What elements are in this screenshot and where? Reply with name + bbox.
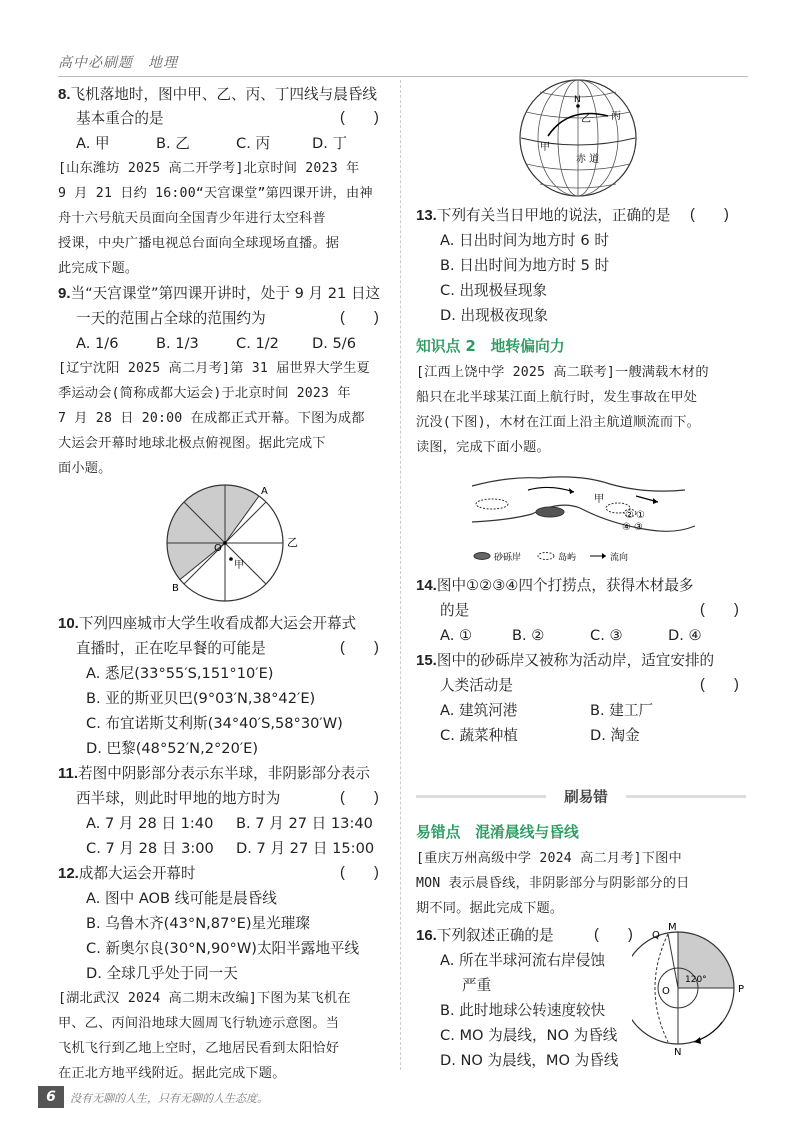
q12-option-a: A. 图中 AOB 线可能是晨昏线: [86, 890, 277, 907]
river-point-4: ④: [622, 522, 631, 533]
q8-answer-blank: ( ): [340, 110, 379, 126]
q9-stem-line2: 一天的范围占全球的范围约为: [76, 310, 266, 327]
polar-label-jia: 甲: [234, 560, 244, 571]
q8-stem-line2: 基本重合的是: [76, 110, 164, 127]
q11-option-d: D. 7 月 27 日 15:00: [236, 840, 375, 857]
legend-flow: 流向: [610, 553, 629, 563]
q13-option-a: A. 日出时间为地方时 6 时: [440, 232, 609, 249]
error-point-heading: 易错点 混淆晨线与昏线: [416, 824, 579, 841]
polar-view-diagram: [150, 478, 310, 608]
src2-line2: 季运动会(简称成都大运会)于北京时间 2023 年: [58, 386, 351, 401]
globe-flight-diagram: [518, 76, 668, 200]
src3-line3: 飞机飞行到乙地上空时，乙地居民看到太阳恰好: [58, 1041, 340, 1056]
src5-line3: 期不同。据此完成下题。: [416, 901, 564, 916]
q15-option-a: A. 建筑河港: [440, 702, 518, 719]
globe-label-n: N: [574, 95, 581, 105]
column-divider: [400, 80, 401, 1070]
q16-option-b: B. 此时地球公转速度较快: [440, 1002, 606, 1019]
globe-label-bing: 丙: [611, 111, 621, 122]
q10-option-d: D. 巴黎(48°52′N,2°20′E): [86, 740, 259, 757]
q12-option-b: B. 乌鲁木齐(43°N,87°E)星光璀璨: [86, 915, 310, 932]
src2-line3: 7 月 28 日 20:00 在成都正式开幕。下图为成都: [58, 411, 365, 426]
polar-label-yi: 乙: [287, 536, 298, 549]
river-point-2: ②: [625, 510, 634, 521]
src4-line1: [江西上饶中学 2025 高二联考]一艘满载木材的: [416, 365, 709, 380]
q10-answer-blank: ( ): [340, 640, 379, 656]
q11-option-b: B. 7 月 27 日 13:40: [236, 815, 373, 832]
q16-option-a-cont: 严重: [462, 977, 492, 994]
q10-stem-line2: 直播时，正在吃早餐的可能是: [76, 640, 266, 657]
river-point-1: ①: [636, 510, 645, 521]
src1-line1: [山东潍坊 2025 高二开学考]北京时间 2023 年: [58, 161, 360, 176]
knowledge-point-2-heading: 知识点 2 地转偏向力: [416, 338, 565, 355]
polar-label-o: O: [214, 543, 222, 554]
q13-answer-blank: ( ): [690, 207, 729, 223]
q13-option-b: B. 日出时间为地方时 5 时: [440, 257, 610, 274]
q9-option-b: B. 1/3: [156, 335, 199, 352]
q16-option-d: D. NO 为晨线，MO 为昏线: [440, 1052, 619, 1069]
q10-stem-line1: 10.下列四座城市大学生收看成都大运会开幕式: [58, 615, 357, 632]
q8-option-b: B. 乙: [156, 135, 190, 152]
q8-stem-line1: 8.飞机落地时，图中甲、乙、丙、丁四线与晨昏线: [58, 86, 377, 103]
q9-option-c: C. 1/2: [236, 335, 279, 352]
river-diagram: [470, 460, 700, 568]
q9-answer-blank: ( ): [340, 310, 379, 326]
q8-option-c: C. 丙: [236, 135, 271, 152]
mon-label-m: M: [668, 922, 677, 933]
q14-option-b: B. ②: [512, 627, 545, 644]
polar-label-b: B: [172, 583, 179, 594]
q12-option-c: C. 新奥尔良(30°N,90°W)太阳半露地平线: [86, 940, 360, 957]
q14-option-c: C. ③: [590, 627, 623, 644]
q13-option-d: D. 出现极夜现象: [440, 307, 549, 324]
q15-option-b: B. 建工厂: [590, 702, 654, 719]
q13-option-c: C. 出现极昼现象: [440, 282, 548, 299]
src1-line2: 9 月 21 日约 16:00“天宫课堂”第四课开讲，由神: [58, 186, 373, 201]
src2-line4: 大运会开幕时地球北极点俯视图。据此完成下: [58, 436, 326, 451]
shaded-sector: [167, 485, 225, 580]
src2-line1: [辽宁沈阳 2025 高二月考]第 31 届世界大学生夏: [58, 361, 370, 376]
q11-stem-line1: 11.若图中阴影部分表示东半球，非阴影部分表示: [58, 765, 370, 782]
q8-option-a: A. 甲: [76, 135, 110, 152]
q11-answer-blank: ( ): [340, 790, 379, 806]
q9-option-a: A. 1/6: [76, 335, 119, 352]
q15-stem-line2: 人类活动是: [440, 677, 513, 694]
q12-stem-line1: 12.成都大运会开幕时: [58, 865, 196, 882]
q8-option-d: D. 丁: [312, 135, 348, 152]
q12-answer-blank: ( ): [340, 865, 379, 881]
q10-option-a: A. 悉尼(33°55′S,151°10′E): [86, 665, 274, 682]
src4-line3: 沉没(下图)，木材在江面上沿主航道顺流而下。: [416, 415, 701, 430]
q15-option-c: C. 蔬菜种植: [440, 727, 518, 744]
river-label-jia: 甲: [594, 494, 604, 505]
src1-line4: 授课，中央广播电视总台面向全球现场直播。据: [58, 236, 340, 251]
q16-stem-line1: 16.下列叙述正确的是: [416, 927, 554, 944]
q9-option-d: D. 5/6: [312, 335, 357, 352]
q14-answer-blank: ( ): [700, 602, 739, 618]
running-header: 高中必刷题 地理: [58, 55, 178, 71]
q14-stem-line1: 14.图中①②③④四个打捞点，获得木材最多: [416, 577, 694, 594]
q11-option-c: C. 7 月 28 日 3:00: [86, 840, 214, 857]
src5-line1: [重庆万州高级中学 2024 高二月考]下图中: [416, 851, 682, 866]
src1-line3: 舟十六号航天员面向全国青少年进行太空科普: [58, 211, 326, 226]
q10-option-b: B. 亚的斯亚贝巴(9°03′N,38°42′E): [86, 690, 316, 707]
src4-line4: 读图，完成下面小题。: [416, 440, 550, 455]
src5-line2: MON 表示晨昏线，非阴影部分与阴影部分的日: [416, 876, 690, 891]
q14-option-a: A. ①: [440, 627, 473, 644]
src3-line1: [湖北武汉 2024 高二期末改编]下图为某飞机在: [58, 991, 351, 1006]
mon-label-n: N: [674, 1047, 682, 1058]
footer-motto: 没有无聊的人生，只有无聊的人生态度。: [70, 1092, 268, 1105]
q16-option-a: A. 所在半球河流右岸侵蚀: [440, 952, 605, 969]
q13-stem-line1: 13.下列有关当日甲地的说法，正确的是: [416, 207, 671, 224]
globe-label-jia: 甲: [540, 142, 550, 153]
q16-answer-blank: ( ): [594, 927, 633, 943]
q15-stem-line1: 15.图中的砂砾岸又被称为活动岸，适宜安排的: [416, 652, 715, 669]
globe-label-yi: 乙: [581, 114, 591, 125]
src1-line5: 此完成下题。: [58, 261, 139, 276]
legend-gravel: 砂砾岸: [494, 553, 522, 563]
mon-terminator-diagram: [632, 918, 762, 1058]
q14-option-d: D. ④: [668, 627, 702, 644]
q14-stem-line2: 的是: [440, 602, 470, 619]
globe-label-equator: 赤 道: [576, 154, 600, 165]
src3-line2: 甲、乙、丙间沿地球大圆周飞行轨迹示意图。当: [58, 1016, 340, 1031]
q16-option-c: C. MO 为晨线，NO 为昏线: [440, 1027, 618, 1044]
q15-option-d: D. 淘金: [590, 727, 640, 744]
q15-answer-blank: ( ): [700, 677, 739, 693]
legend-island: 岛屿: [558, 553, 577, 563]
q9-stem-line1: 9.当“天宫课堂”第四课开讲时，处于 9 月 21 日这: [58, 285, 381, 302]
src3-line4: 在正北方地平线附近。据此完成下题。: [58, 1066, 286, 1081]
mon-label-q: Q: [652, 930, 660, 941]
river-point-3: ③: [634, 522, 643, 533]
mon-label-o: O: [662, 986, 670, 997]
section-banner-label: 刷易错: [564, 790, 608, 806]
q10-option-c: C. 布宜诺斯艾利斯(34°40′S,58°30′W): [86, 715, 343, 732]
mon-label-p: P: [738, 984, 745, 995]
page-number: 6: [38, 1086, 64, 1108]
polar-label-a: A: [261, 486, 268, 497]
src4-line2: 船只在北半球某江面上航行时，发生事故在甲处: [416, 390, 698, 405]
q11-option-a: A. 7 月 28 日 1:40: [86, 815, 214, 832]
q11-stem-line2: 西半球，则此时甲地的地方时为: [76, 790, 281, 807]
src2-line5: 面小题。: [58, 461, 112, 476]
section-banner: [416, 786, 746, 806]
q12-option-d: D. 全球几乎处于同一天: [86, 965, 238, 982]
mon-angle-label: 120°: [685, 975, 707, 985]
